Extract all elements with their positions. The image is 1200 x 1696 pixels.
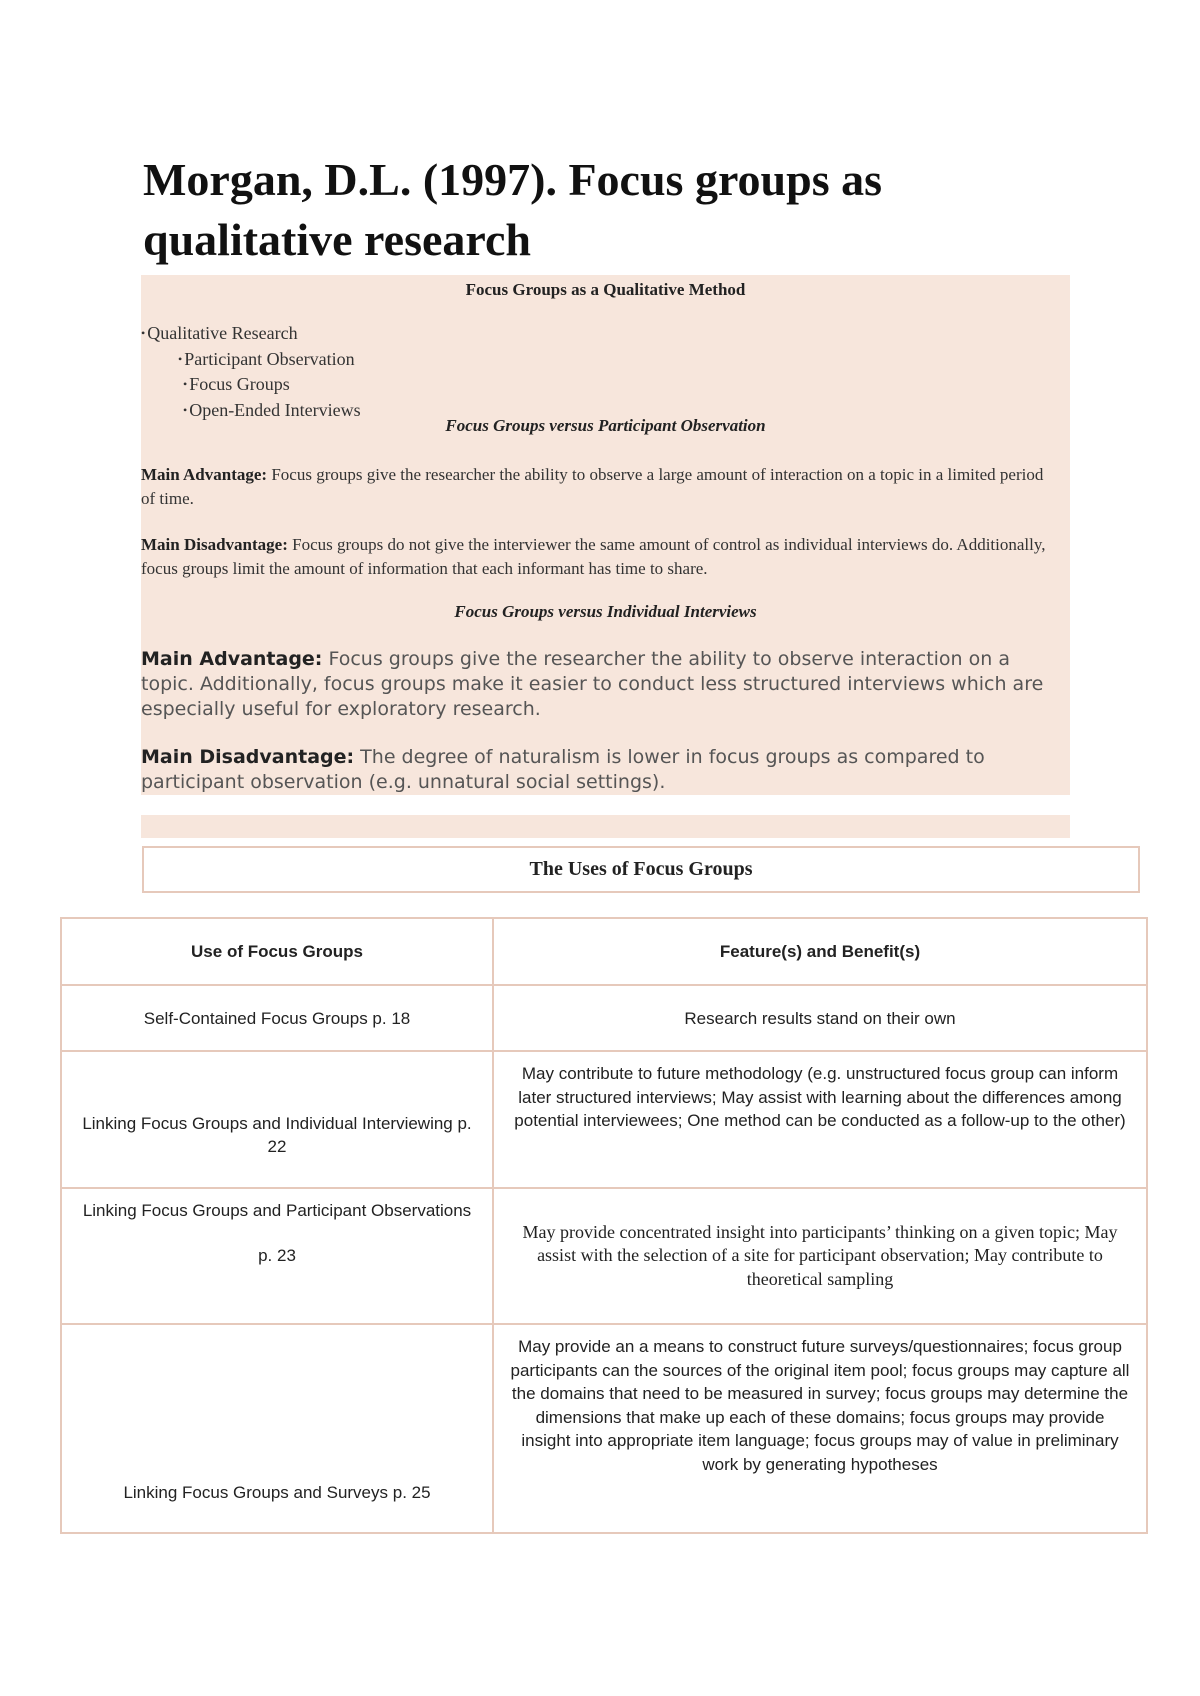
table-row xyxy=(61,1324,1147,1533)
table-cell-use: Self-Contained Focus Groups p. 18 xyxy=(61,985,493,1051)
table-cell-page: p. 23 xyxy=(258,1246,296,1266)
uses-section-title: The Uses of Focus Groups xyxy=(142,846,1140,893)
table-header-cell: Feature(s) and Benefit(s) xyxy=(493,918,1147,985)
disadvantage-label: Main Disadvantage: xyxy=(141,746,355,768)
table-cell-benefit: Research results stand on their own xyxy=(493,985,1147,1051)
summary-box xyxy=(141,275,1070,795)
table-cell-benefit: May provide an a means to construct future surveys/questionnaires; focus group participants can the sources of the original item pool; focus groups may capture all the domains that need to be measured in survey; focus groups may determine the dimensions that make up each of these domains; focus groups may provide insight into appropriate item language; focus groups may of value in preliminary work by generating hypotheses xyxy=(493,1324,1147,1533)
table-cell-use: Linking Focus Groups and Surveys p. 25 xyxy=(61,1324,493,1533)
table-row xyxy=(61,1188,1147,1324)
bullet-list xyxy=(141,322,361,424)
table-cell-use-text: Linking Focus Groups and Participant Observations xyxy=(82,1200,472,1220)
advantage-text: Focus groups give the researcher the ability to observe interaction on a topic. Additionally, focus groups make it easier to conduct less structured interviews which are especially useful for exploratory research. xyxy=(141,648,1044,720)
advantage-label: Main Advantage: xyxy=(141,648,323,670)
bullet-item: • Focus Groups xyxy=(141,373,361,399)
page-title: Morgan, D.L. (1997). Focus groups as qualitative research xyxy=(143,154,883,265)
disadvantage-text: Focus groups do not give the interviewer the same amount of control as individual interviews do. Additionally, focus groups limit the amount of information that each informant has time to share. xyxy=(141,535,1046,578)
vs-observation-heading: Focus Groups versus Participant Observation xyxy=(445,416,766,435)
table-row xyxy=(61,985,1147,1051)
uses-table xyxy=(60,917,1148,1534)
bullet-item: • Participant Observation xyxy=(141,348,361,374)
disadvantage-label: Main Disadvantage: xyxy=(141,535,288,554)
table-header-cell: Use of Focus Groups xyxy=(61,918,493,985)
interviews-advantage xyxy=(141,647,1061,722)
table-cell-use: Linking Focus Groups and Individual Interviewing p. 22 xyxy=(61,1051,493,1187)
observation-disadvantage xyxy=(141,533,1056,580)
summary-heading: Focus Groups as a Qualitative Method xyxy=(465,280,746,299)
disadvantage-text: The degree of naturalism is lower in focus groups as compared to participant observation (e.g. unnatural social settings). xyxy=(141,746,985,793)
table-row xyxy=(61,1051,1147,1187)
table-header-row xyxy=(61,918,1147,985)
observation-advantage xyxy=(141,463,1056,510)
table-cell-use xyxy=(61,1188,493,1324)
vs-interviews-heading: Focus Groups versus Individual Interviews xyxy=(454,602,757,621)
bullet-item: • Qualitative Research xyxy=(141,322,361,348)
bullet-item: • Open-Ended Interviews xyxy=(141,399,361,425)
cell-gap xyxy=(78,1222,476,1244)
table-cell-benefit: May provide concentrated insight into participants’ thinking on a given topic; May assist with the selection of a site for participant observation; May contribute to theoretical sampling xyxy=(493,1188,1147,1324)
interviews-disadvantage xyxy=(141,745,1061,795)
table-cell-benefit: May contribute to future methodology (e.g. unstructured focus group can inform later structured interviews; May assist with learning about the differences among potential interviewees; One method can be conducted as a follow-up to the other) xyxy=(493,1051,1147,1187)
advantage-label: Main Advantage: xyxy=(141,465,268,484)
advantage-text: Focus groups give the researcher the ability to observe a large amount of interaction on a topic in a limited period of time. xyxy=(141,465,1044,508)
summary-spacer xyxy=(141,815,1070,838)
